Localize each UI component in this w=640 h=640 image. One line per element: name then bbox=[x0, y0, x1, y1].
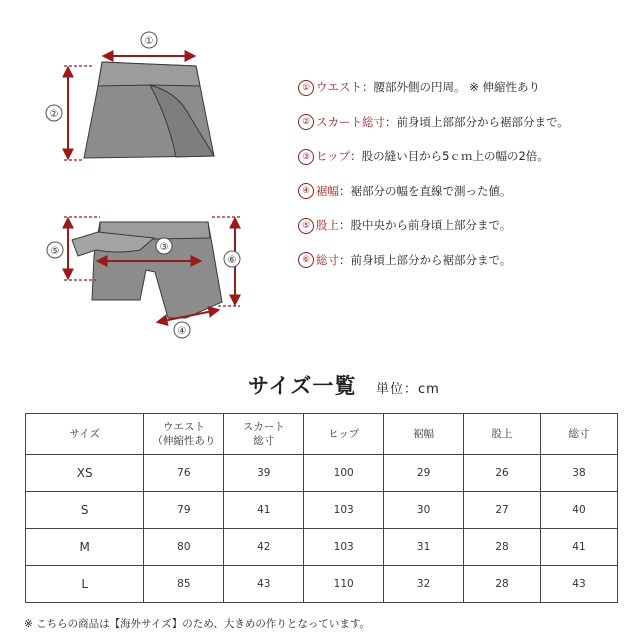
table-cell: 103 bbox=[304, 529, 384, 566]
header-total-length: 総寸 bbox=[540, 414, 617, 455]
table-cell: 26 bbox=[464, 455, 541, 492]
table-cell: 28 bbox=[464, 529, 541, 566]
table-cell: XS bbox=[26, 455, 144, 492]
table-cell: 76 bbox=[144, 455, 224, 492]
header-hem-width: 裾幅 bbox=[384, 414, 464, 455]
header-size: サイズ bbox=[26, 414, 144, 455]
table-cell: 29 bbox=[384, 455, 464, 492]
table-row bbox=[26, 492, 618, 529]
legend-term: 裾幅 bbox=[316, 183, 339, 198]
table-cell: 100 bbox=[304, 455, 384, 492]
legend-description: ：前身頃上部部分から裾部分まで。 bbox=[385, 114, 569, 129]
skirt-illustration bbox=[84, 62, 214, 158]
legend-number: ① bbox=[298, 80, 314, 96]
footnote: ※ こちらの商品は【海外サイズ】のため、大きめの作りとなっています。 bbox=[24, 618, 371, 630]
size-table bbox=[25, 413, 618, 603]
legend-description: ：裾部分の幅を直線で測った値。 bbox=[339, 183, 512, 198]
measurement-legend bbox=[298, 76, 628, 284]
legend-item bbox=[298, 249, 628, 271]
legend-term: 股上 bbox=[316, 218, 339, 233]
table-cell: 39 bbox=[224, 455, 304, 492]
table-cell: 40 bbox=[540, 492, 617, 529]
header-waist: ウエスト （伸縮性あり bbox=[144, 414, 224, 455]
table-cell: S bbox=[26, 492, 144, 529]
table-cell: 110 bbox=[304, 566, 384, 603]
table-cell: 31 bbox=[384, 529, 464, 566]
legend-number: ④ bbox=[298, 183, 314, 199]
shorts-illustration bbox=[72, 222, 222, 318]
table-header-row bbox=[26, 414, 618, 455]
header-rise: 股上 bbox=[464, 414, 541, 455]
legend-item bbox=[298, 76, 628, 98]
table-cell: L bbox=[26, 566, 144, 603]
table-row bbox=[26, 455, 618, 492]
legend-description: ：股の縫い目から5ｃｍ上の幅の2倍。 bbox=[350, 149, 549, 164]
table-cell: 79 bbox=[144, 492, 224, 529]
table-cell: 43 bbox=[540, 566, 617, 603]
table-cell: 41 bbox=[540, 529, 617, 566]
table-cell: 80 bbox=[144, 529, 224, 566]
legend-number: ⑥ bbox=[298, 252, 314, 268]
legend-term: スカート総寸 bbox=[316, 114, 385, 129]
legend-item bbox=[298, 214, 628, 236]
table-cell: 28 bbox=[464, 566, 541, 603]
table-cell: 30 bbox=[384, 492, 464, 529]
legend-number: ③ bbox=[298, 149, 314, 165]
header-hip: ヒップ bbox=[304, 414, 384, 455]
table-cell: 43 bbox=[224, 566, 304, 603]
legend-number: ② bbox=[298, 114, 314, 130]
legend-item bbox=[298, 111, 628, 133]
legend-item bbox=[298, 180, 628, 202]
table-cell: 38 bbox=[540, 455, 617, 492]
table-cell: M bbox=[26, 529, 144, 566]
marker-4: ④ bbox=[177, 326, 187, 337]
table-cell: 85 bbox=[144, 566, 224, 603]
table-cell: 103 bbox=[304, 492, 384, 529]
table-cell: 32 bbox=[384, 566, 464, 603]
legend-number: ⑤ bbox=[298, 218, 314, 234]
header-skirt-length: スカート 総寸 bbox=[224, 414, 304, 455]
legend-description: ：腰部外側の円周。 ※ 伸縮性あり bbox=[362, 80, 540, 94]
marker-2: ② bbox=[49, 109, 59, 120]
legend-item bbox=[298, 145, 628, 167]
legend-term: ウエスト bbox=[316, 80, 362, 94]
size-table-unit: 単位：cm bbox=[376, 382, 440, 397]
legend-description: ：前身頃上部分から裾部分まで。 bbox=[339, 252, 512, 267]
table-row bbox=[26, 566, 618, 603]
marker-3: ③ bbox=[159, 242, 169, 253]
table-row bbox=[26, 529, 618, 566]
marker-1: ① bbox=[144, 36, 154, 47]
size-table-title: サイズ一覧 bbox=[248, 374, 357, 398]
table-cell: 27 bbox=[464, 492, 541, 529]
marker-5: ⑤ bbox=[50, 246, 60, 257]
table-cell: 41 bbox=[224, 492, 304, 529]
table-cell: 42 bbox=[224, 529, 304, 566]
legend-term: ヒップ bbox=[316, 149, 351, 164]
legend-description: ：股中央から前身頃上部分まで。 bbox=[339, 218, 512, 233]
legend-term: 総寸 bbox=[316, 252, 339, 267]
marker-6: ⑥ bbox=[227, 255, 237, 266]
